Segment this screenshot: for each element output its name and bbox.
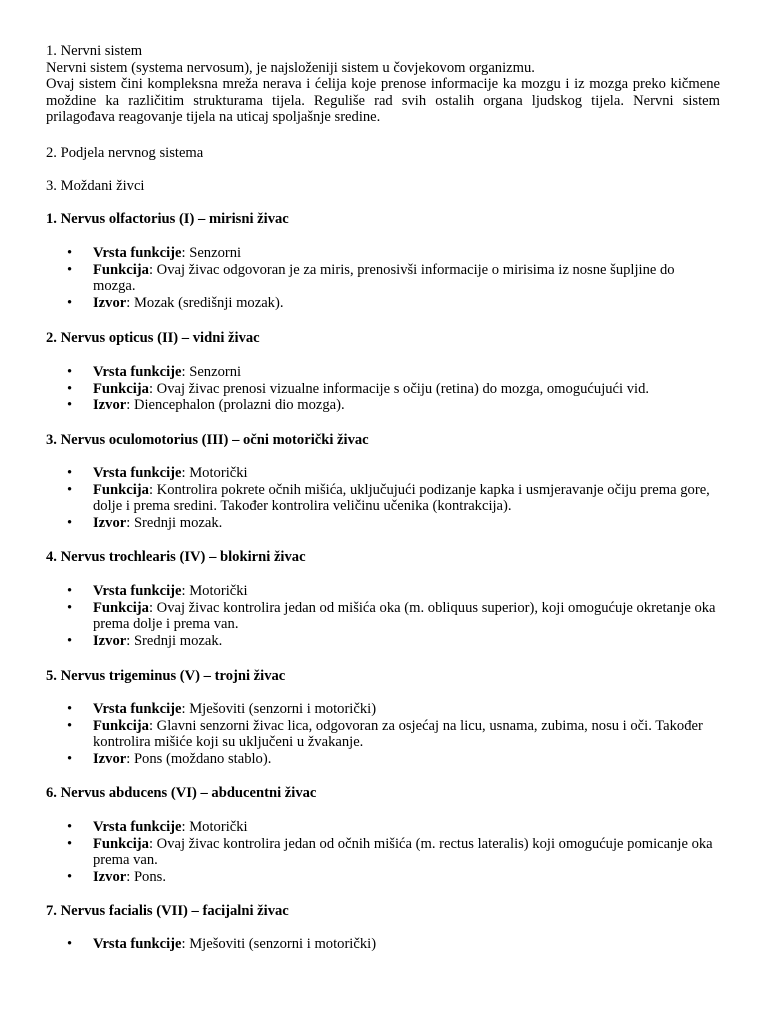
nerve-details-list — [46, 245, 726, 311]
source-label: Izvor — [93, 514, 127, 531]
nerve-title: 7. Nervus facialis (VII) – facijalni živac — [46, 903, 289, 919]
list-item: • Izvor: Srednji mozak. — [46, 633, 726, 650]
list-item: • Funkcija: Ovaj živac prenosi vizualne informacije s očiju (retina) do mozga, omogućujući vid. — [46, 381, 726, 398]
nerve-details-list — [46, 364, 726, 414]
type-label: Vrsta funkcije — [93, 465, 182, 481]
list-item: • Vrsta funkcije: Motorički — [46, 583, 726, 600]
source-label: Izvor — [93, 750, 127, 767]
type-value: Mješoviti (senzorni i motorički) — [189, 936, 377, 952]
type-value: Mješoviti (senzorni i motorički) — [189, 701, 377, 717]
list-item: • Vrsta funkcije: Motorički — [46, 465, 726, 482]
list-item: • Funkcija: Ovaj živac kontrolira jedan od mišića oka (m. obliquus superior), koji omogućuje okretanje oka prema dolje i prema van. — [46, 600, 717, 633]
nerve-details-list — [46, 465, 726, 531]
type-label: Vrsta funkcije — [93, 819, 182, 835]
function-value: Ovaj živac odgovoran je za miris, prenosivši informacije o mirisima iz nosne šupljine do mozga. — [93, 261, 675, 294]
source-label: Izvor — [93, 294, 127, 311]
source-value: Srednji mozak. — [133, 514, 223, 531]
list-item: • Vrsta funkcije: Motorički — [46, 819, 726, 836]
nerve-details-list — [46, 583, 726, 649]
list-item: • Vrsta funkcije: Senzorni — [46, 245, 726, 262]
nerve-details-list — [46, 701, 726, 767]
list-item: • Vrsta funkcije: Mješoviti (senzorni i motorički) — [46, 701, 726, 718]
type-label: Vrsta funkcije — [93, 701, 182, 717]
intro-line: Nervni sistem (systema nervosum), je najsloženiji sistem u čovjekovom organizmu. — [46, 59, 535, 76]
source-value: Diencephalon (prolazni dio mozga). — [133, 397, 345, 413]
type-value: Motorički — [189, 583, 248, 599]
type-value: Senzorni — [189, 245, 242, 261]
list-item: • Funkcija: Glavni senzorni živac lica, odgovoran za osjećaj na licu, usnama, zubima, nosu i oči. Također kontrolira mišiće koji su uključeni u žvakanje. — [46, 718, 743, 751]
section-heading-mozdani-zivci: 3. Moždani živci — [46, 178, 145, 194]
function-value: Ovaj živac prenosi vizualne informacije s očiju (retina) do mozga, omogućujući vid. — [156, 380, 650, 397]
nerve-details-list — [46, 936, 726, 953]
function-label: Funkcija — [93, 380, 149, 397]
source-value: Mozak (središnji mozak). — [133, 294, 284, 311]
function-label: Funkcija — [93, 481, 149, 498]
list-item: • Funkcija: Ovaj živac kontrolira jedan od očnih mišića (m. rectus lateralis) koji omogućuje pomicanje oka prema van. — [46, 836, 713, 869]
type-value: Motorički — [189, 819, 248, 835]
type-label: Vrsta funkcije — [93, 936, 182, 952]
type-label: Vrsta funkcije — [93, 245, 182, 261]
type-value: Senzorni — [189, 364, 242, 380]
intro-heading: 1. Nervni sistem — [46, 43, 143, 59]
type-label: Vrsta funkcije — [93, 364, 182, 380]
nerve-title: 4. Nervus trochlearis (IV) – blokirni živac — [46, 549, 306, 565]
list-item: • Vrsta funkcije: Mješoviti (senzorni i motorički) — [46, 936, 726, 953]
function-label: Funkcija — [93, 835, 149, 852]
function-value: Ovaj živac kontrolira jedan od očnih mišića (m. rectus lateralis) koji omogućuje pomicanje oka prema van. — [93, 835, 713, 868]
list-item: • Izvor: Srednji mozak. — [46, 515, 726, 532]
list-item: • Funkcija: Kontrolira pokrete očnih mišića, uključujući podizanje kapka i usmjeravanje očiju prema gore, dolje i prema sredini. Također kontrolira veličinu učenika (kontrakcija). — [46, 482, 717, 515]
intro-block — [46, 43, 720, 126]
source-label: Izvor — [93, 868, 127, 885]
section-heading-podjela: 2. Podjela nervnog sistema — [46, 145, 204, 161]
function-label: Funkcija — [93, 599, 149, 616]
nerve-title: 3. Nervus oculomotorius (III) – očni motorički živac — [46, 432, 369, 448]
function-label: Funkcija — [93, 261, 149, 278]
list-item: • Funkcija: Ovaj živac odgovoran je za miris, prenosivši informacije o mirisima iz nosne šupljine do mozga. — [46, 262, 717, 295]
function-value: Kontrolira pokrete očnih mišića, uključujući podizanje kapka i usmjeravanje očiju prema gore, dolje i prema sredini. Također kontrolira veličinu učenika (kontrakcija). — [93, 481, 710, 514]
list-item: • Izvor: Diencephalon (prolazni dio mozga). — [46, 397, 726, 414]
function-label: Funkcija — [93, 717, 149, 734]
nerve-title: 6. Nervus abducens (VI) – abducentni živac — [46, 785, 317, 801]
source-value: Srednji mozak. — [133, 632, 223, 649]
list-item: • Izvor: Mozak (središnji mozak). — [46, 295, 726, 312]
nerve-title: 2. Nervus opticus (II) – vidni živac — [46, 330, 260, 346]
source-label: Izvor — [93, 632, 127, 649]
list-item: • Izvor: Pons (moždano stablo). — [46, 751, 726, 768]
list-item: • Izvor: Pons. — [46, 869, 726, 886]
source-value: Pons. — [133, 868, 166, 885]
intro-paragraph: Ovaj sistem čini kompleksna mreža nerava i ćelija koje prenose informacije ka mozgu i iz mozga preko kičmene moždine ka različitim strukturama tijela. Reguliše rad svih ostalih organa ljudskog tijela. Nervni sistem prilagođava reagovanje tijela na uticaj spoljašnje sredine. — [46, 76, 720, 125]
source-label: Izvor — [93, 397, 127, 413]
list-item: • Vrsta funkcije: Senzorni — [46, 364, 726, 381]
function-value: Ovaj živac kontrolira jedan od mišića oka (m. obliquus superior), koji omogućuje okretanje oka prema dolje i prema van. — [93, 599, 716, 632]
type-value: Motorički — [189, 465, 248, 481]
source-value: Pons (moždano stablo). — [133, 750, 272, 767]
nerve-title: 1. Nervus olfactorius (I) – mirisni živac — [46, 211, 289, 227]
type-label: Vrsta funkcije — [93, 583, 182, 599]
function-value: Glavni senzorni živac lica, odgovoran za osjećaj na licu, usnama, zubima, nosu i oči. Također kontrolira mišiće koji su uključeni u žvakanje. — [93, 717, 703, 750]
nerve-details-list — [46, 819, 726, 885]
nerve-title: 5. Nervus trigeminus (V) – trojni živac — [46, 668, 286, 684]
